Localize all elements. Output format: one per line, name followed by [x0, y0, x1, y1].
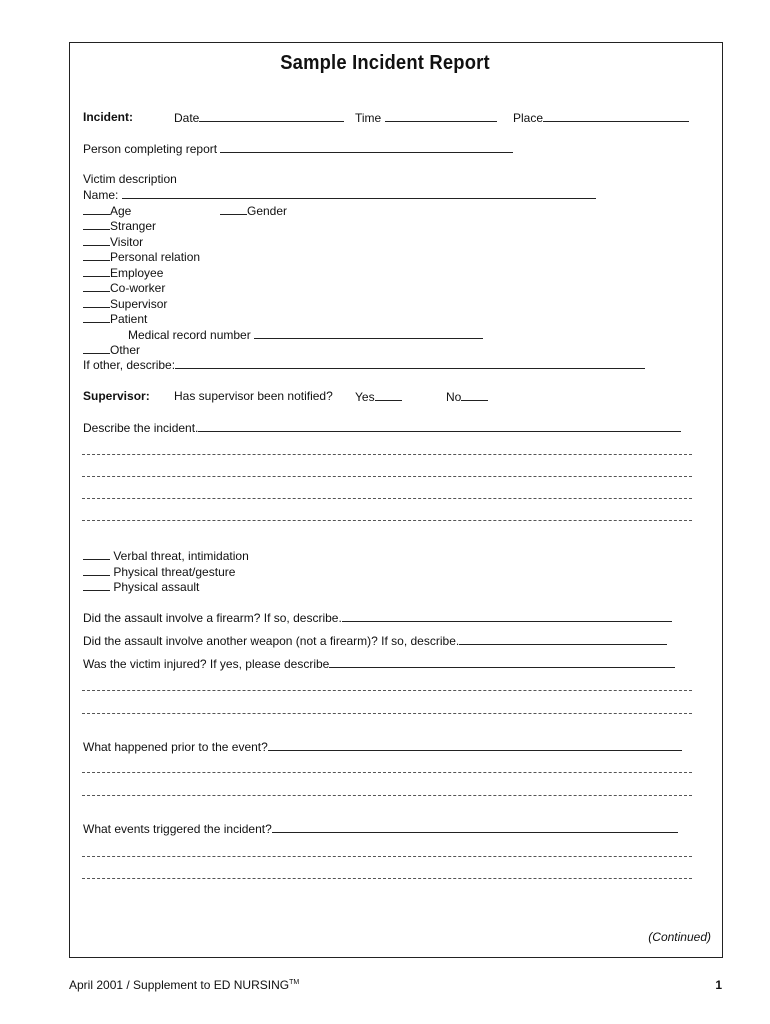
victim-name-label: Name: [83, 188, 119, 202]
victim-option [83, 311, 147, 327]
describe-incident-field[interactable] [198, 420, 681, 432]
person-completing-label: Person completing report [83, 142, 218, 156]
victim-option-label: Stranger [110, 219, 157, 233]
threat-label: Verbal threat, intimidation [113, 549, 249, 563]
time-field[interactable] [385, 110, 497, 122]
describe-incident-label: Describe the incident. [83, 421, 199, 435]
threat-option [83, 579, 199, 595]
writing-line[interactable] [82, 878, 692, 879]
writing-line[interactable] [82, 520, 692, 521]
if-other-row [83, 357, 645, 373]
supervisor-question: Has supervisor been notified? [174, 389, 333, 403]
gender-checkbox[interactable] [220, 203, 247, 215]
date-field[interactable] [199, 110, 344, 122]
victim-option [83, 280, 165, 296]
victim-name-field[interactable] [122, 187, 596, 199]
victim-option-checkbox[interactable] [83, 234, 110, 246]
injured-question: Was the victim injured? If yes, please describe [83, 657, 330, 671]
describe-incident-row [83, 420, 681, 436]
victim-option-checkbox[interactable] [83, 280, 110, 292]
continued-note: (Continued) [648, 930, 711, 944]
place-field[interactable] [543, 110, 689, 122]
footer-text: April 2001 / Supplement to ED NURSING [69, 978, 290, 992]
time-label: Time [355, 111, 382, 125]
firearm-row [83, 610, 672, 626]
victim-option [83, 218, 156, 234]
date-label: Date [174, 111, 200, 125]
if-other-label: If other, describe: [83, 358, 176, 372]
supervisor-yes-row [355, 389, 402, 405]
supervisor-yes-label: Yes [355, 390, 375, 404]
firearm-field[interactable] [342, 610, 672, 622]
time-field-row [355, 110, 497, 126]
supervisor-no-label: No [446, 390, 462, 404]
victim-option-label: Personal relation [110, 250, 201, 264]
victim-option-label: Supervisor [110, 297, 168, 311]
date-field-row [174, 110, 344, 126]
age-checkbox[interactable] [83, 203, 110, 215]
threat-label: Physical threat/gesture [113, 565, 236, 579]
footer-publication [69, 978, 299, 992]
triggered-question: What events triggered the incident? [83, 822, 272, 836]
place-label: Place [513, 111, 544, 125]
threat-label: Physical assault [113, 580, 200, 594]
victim-option [83, 265, 163, 281]
gender-label: Gender [247, 204, 288, 218]
victim-option [83, 249, 200, 265]
victim-option-label: Visitor [110, 235, 144, 249]
person-completing-row [83, 141, 513, 157]
threat-option [83, 548, 249, 564]
victim-option-checkbox[interactable] [83, 296, 110, 308]
writing-line[interactable] [82, 454, 692, 455]
other-row [83, 342, 140, 358]
threat-checkbox[interactable] [83, 548, 110, 560]
if-other-field[interactable] [175, 357, 645, 369]
supervisor-yes-checkbox[interactable] [375, 389, 402, 401]
victim-option-label: Patient [110, 312, 148, 326]
person-completing-field[interactable] [220, 141, 513, 153]
supervisor-no-checkbox[interactable] [461, 389, 488, 401]
weapon-field[interactable] [459, 633, 667, 645]
threat-checkbox[interactable] [83, 579, 110, 591]
gender-row [220, 203, 287, 219]
victim-option-checkbox[interactable] [83, 218, 110, 230]
victim-option-checkbox[interactable] [83, 249, 110, 261]
victim-option-label: Employee [110, 266, 164, 280]
weapon-question: Did the assault involve another weapon (not a firearm)? If so, describe. [83, 634, 460, 648]
age-label: Age [110, 204, 132, 218]
injured-field[interactable] [329, 656, 675, 668]
victim-option-label: Co-worker [110, 281, 166, 295]
prior-field[interactable] [268, 739, 682, 751]
threat-checkbox[interactable] [83, 564, 110, 576]
age-row [83, 203, 131, 219]
writing-line[interactable] [82, 476, 692, 477]
other-checkbox[interactable] [83, 342, 110, 354]
victim-option [83, 234, 143, 250]
incident-label: Incident: [83, 110, 133, 124]
triggered-row [83, 821, 678, 837]
victim-option-checkbox[interactable] [83, 311, 110, 323]
writing-line[interactable] [82, 498, 692, 499]
firearm-question: Did the assault involve a firearm? If so, describe. [83, 611, 342, 625]
writing-line[interactable] [82, 690, 692, 691]
trademark-mark: TM [289, 979, 300, 986]
triggered-field[interactable] [272, 821, 678, 833]
supervisor-no-row [446, 389, 488, 405]
medical-record-row [128, 327, 483, 343]
writing-line[interactable] [82, 772, 692, 773]
injured-row [83, 656, 675, 672]
prior-row [83, 739, 682, 755]
writing-line[interactable] [82, 856, 692, 857]
medical-record-field[interactable] [254, 327, 483, 339]
victim-name-row [83, 187, 596, 203]
page-title: Sample Incident Report [280, 52, 490, 74]
supervisor-label: Supervisor: [83, 389, 150, 403]
other-label: Other [110, 343, 141, 357]
page-number: 1 [715, 978, 722, 992]
victim-heading: Victim description [83, 172, 177, 186]
writing-line[interactable] [82, 795, 692, 796]
place-field-row [513, 110, 689, 126]
threat-option [83, 564, 235, 580]
medical-record-label: Medical record number [128, 328, 251, 342]
victim-option-checkbox[interactable] [83, 265, 110, 277]
weapon-row [83, 633, 667, 649]
writing-line[interactable] [82, 713, 692, 714]
prior-question: What happened prior to the event? [83, 740, 268, 754]
victim-option [83, 296, 167, 312]
